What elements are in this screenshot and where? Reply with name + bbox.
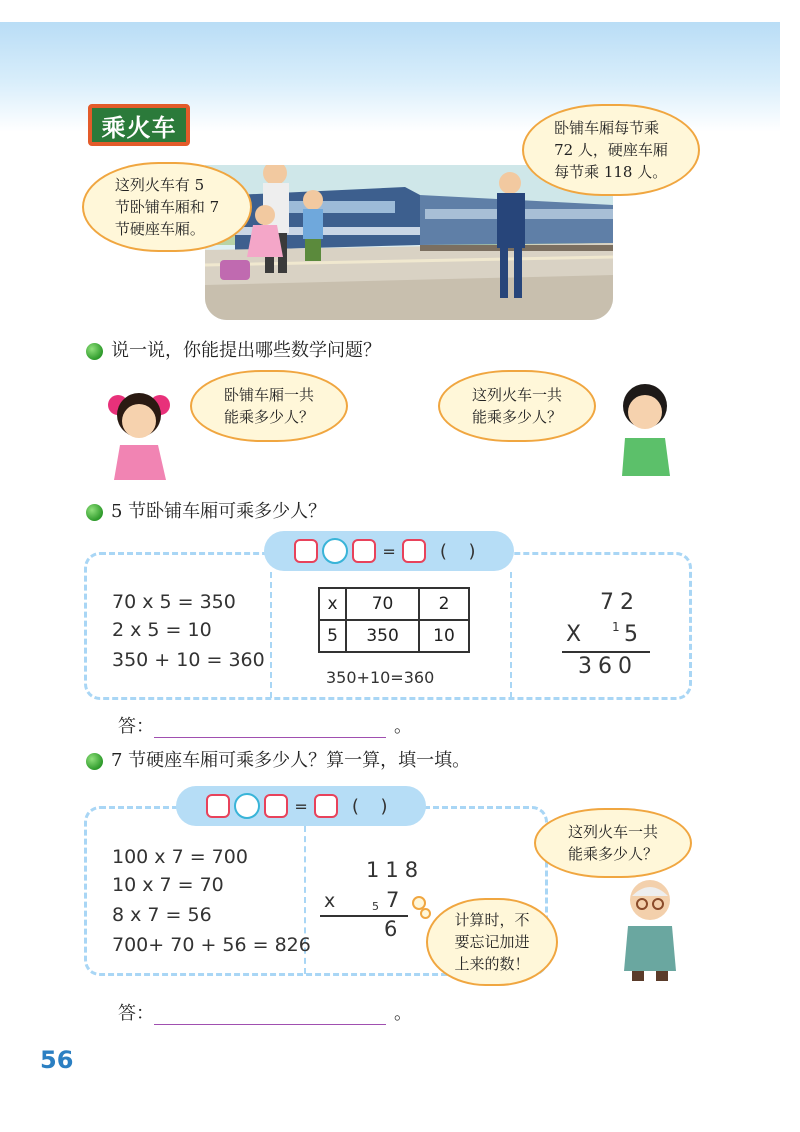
method-line: 8 x 7 = 56 <box>112 904 212 926</box>
vertical-rule <box>562 651 650 653</box>
operator-circle[interactable] <box>322 538 348 564</box>
grid-sum: 350+10=360 <box>326 668 435 687</box>
thought-bubble-carry-tip: 计算时，不 要忘记加进 上来的数！ <box>426 898 558 986</box>
speech-bubble-train-cars: 这列火车有 5 节卧铺车厢和 7 节硬座车厢。 <box>82 162 252 252</box>
grid-cell: 10 <box>419 620 469 652</box>
vertical-bottom-number: 5 <box>624 622 638 647</box>
blank-box[interactable] <box>294 539 318 563</box>
lesson-title: 乘火车 <box>101 113 177 142</box>
lesson-title-sign <box>88 104 190 146</box>
answer-row-1: 答： 。 <box>118 716 412 737</box>
boy-character <box>600 378 685 478</box>
equals-sign: = <box>294 796 308 816</box>
grandpa-character <box>610 876 690 984</box>
vertical-top-number: 118 <box>366 858 425 882</box>
speech-bubble-seats-per-car: 卧铺车厢每节乘 72 人，硬座车厢 每节乘 118 人。 <box>522 104 700 196</box>
vertical-mult-sign: x <box>324 890 336 912</box>
operator-circle[interactable] <box>234 793 260 819</box>
method-line: 2 x 5 = 10 <box>112 619 212 641</box>
girl-character <box>98 385 183 485</box>
formula-strip-2 <box>176 786 426 826</box>
method-line: 70 x 5 = 350 <box>112 591 236 613</box>
vertical-result: 6 <box>384 917 398 941</box>
blank-box[interactable] <box>264 794 288 818</box>
blank-box[interactable] <box>352 539 376 563</box>
blank-box[interactable] <box>206 794 230 818</box>
panel-divider <box>510 572 512 698</box>
method-line: 700+ 70 + 56 = 826 <box>112 934 311 956</box>
answer-blank[interactable] <box>154 1006 386 1025</box>
thought-dot <box>420 908 431 919</box>
formula-strip-1 <box>264 531 514 571</box>
answer-row-2: 答： 。 <box>118 1003 412 1024</box>
panel-divider <box>270 572 272 698</box>
method-line: 100 x 7 = 700 <box>112 846 248 868</box>
multiplication-grid <box>318 587 470 653</box>
green-dot-icon <box>86 753 103 770</box>
method-line: 10 x 7 = 70 <box>112 874 224 896</box>
green-dot-icon <box>86 504 103 521</box>
equals-sign: = <box>382 541 396 561</box>
train-station-illustration <box>205 165 613 320</box>
vertical-mult-sign: X <box>566 622 582 647</box>
question-1: 说一说，你能提出哪些数学问题？ <box>86 336 381 362</box>
page-number: 56 <box>40 1046 74 1074</box>
grid-cell: 2 <box>419 588 469 620</box>
grid-cell: 70 <box>346 588 419 620</box>
speech-bubble-grandpa: 这列火车一共 能乘多少人？ <box>534 808 692 878</box>
vertical-carry: 1 <box>612 620 620 634</box>
vertical-carry: 5 <box>372 900 379 913</box>
unit-parentheses[interactable]: ( ) <box>439 540 484 562</box>
result-box[interactable] <box>314 794 338 818</box>
grid-cell: 350 <box>346 620 419 652</box>
speech-bubble-girl: 卧铺车厢一共 能乘多少人？ <box>190 370 348 442</box>
question-2: 5 节卧铺车厢可乘多少人？ <box>86 497 326 523</box>
result-box[interactable] <box>402 539 426 563</box>
question-3: 7 节硬座车厢可乘多少人？算一算，填一填。 <box>86 746 470 772</box>
vertical-bottom-number: 7 <box>386 888 400 912</box>
unit-parentheses[interactable]: ( ) <box>351 795 396 817</box>
vertical-result: 360 <box>578 654 638 679</box>
method-line: 350 + 10 = 360 <box>112 649 265 671</box>
green-dot-icon <box>86 343 103 360</box>
answer-blank[interactable] <box>154 719 386 738</box>
vertical-top-number: 72 <box>600 590 640 615</box>
speech-bubble-boy: 这列火车一共 能乘多少人？ <box>438 370 596 442</box>
grid-cell: x <box>319 588 346 620</box>
grid-cell: 5 <box>319 620 346 652</box>
